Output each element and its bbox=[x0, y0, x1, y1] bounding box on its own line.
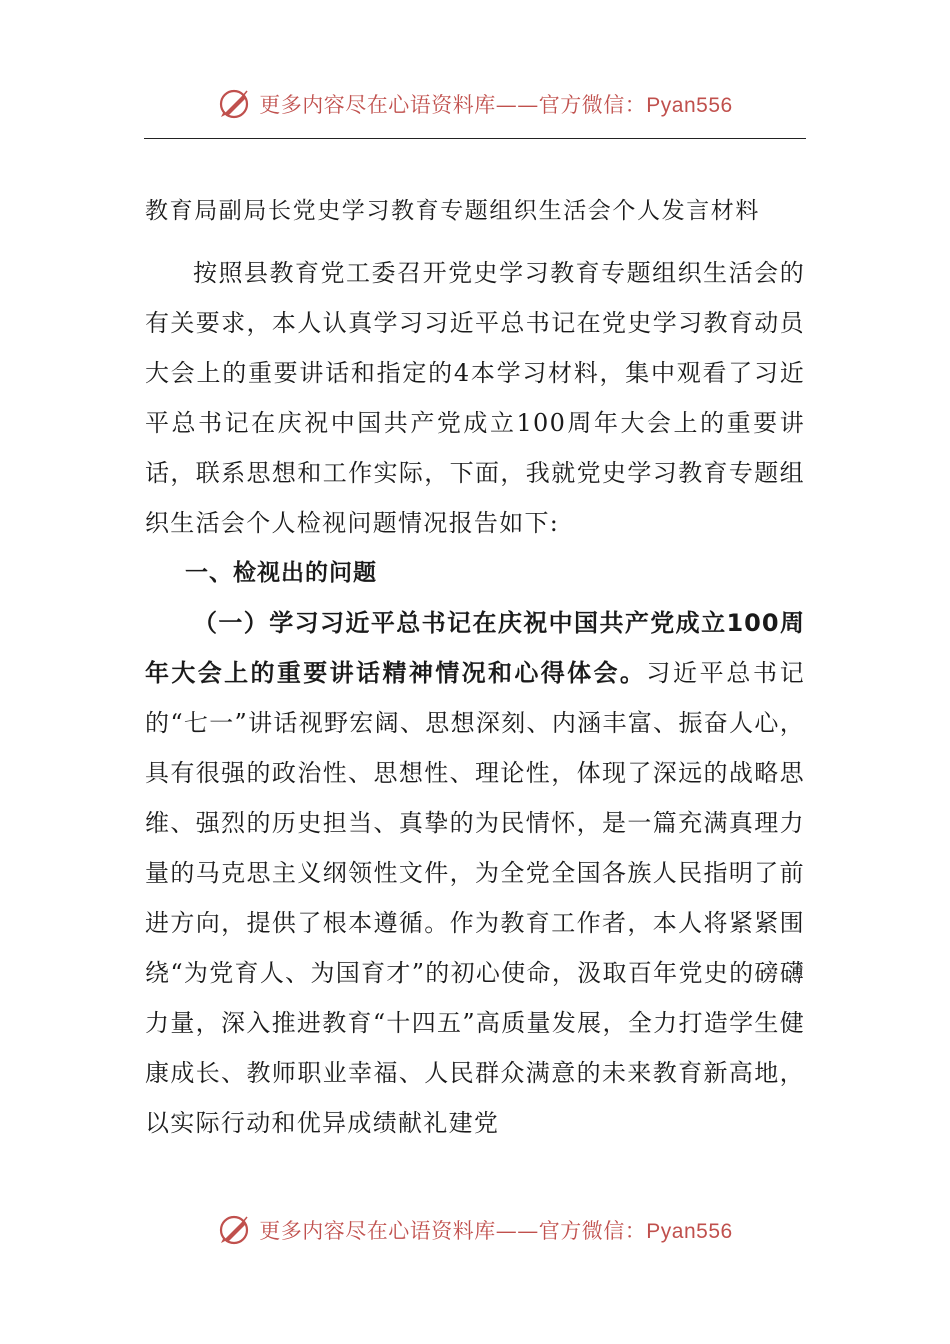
document-title: 教育局副局长党史学习教育专题组织生活会个人发言材料 bbox=[145, 198, 760, 224]
section-heading: 一、检视出的问题 bbox=[185, 560, 377, 586]
footer-watermark bbox=[0, 1210, 950, 1250]
intro-paragraph: 按照县教育党工委召开党史学习教育专题组织生活会的有关要求，本人认真学习习近平总书记在党史学习教育动员大会上的重要讲话和指定的4本学习材料，集中观看了习近平总书记在庆祝中国共产党成立100周年大会上的重要讲话，联系思想和工作实际，下面，我就党史学习教育专题组织生活会个人检视问题情况报告如下: bbox=[145, 259, 805, 537]
document-body bbox=[145, 186, 805, 1148]
subsection-heading: （一）学习习近平总书记在庆祝中国共产党成立100周年大会上的重要讲话精神情况和心得体会。 bbox=[145, 609, 805, 687]
quill-pen-logo-icon bbox=[217, 87, 251, 121]
watermark-separator: —— bbox=[495, 1219, 539, 1243]
watermark-wechat: 官方微信：Pyan556 bbox=[538, 94, 733, 117]
subsection-paragraph bbox=[145, 598, 805, 1148]
quill-pen-logo-icon bbox=[217, 1213, 251, 1247]
header-divider bbox=[144, 138, 806, 139]
watermark-brand: 更多内容尽在心语资料库 bbox=[259, 1219, 496, 1243]
watermark-wechat: 官方微信：Pyan556 bbox=[538, 1220, 733, 1243]
subsection-body: 习近平总书记的“七一”讲话视野宏阔、思想深刻、内涵丰富、振奋人心，具有很强的政治性、思想性、理论性，体现了深远的战略思维、强烈的历史担当、真挚的为民情怀，是一篇充满真理力量的马克思主义纲领性文件，为全党全国各族人民指明了前进方向，提供了根本遵循。作为教育工作者，本人将紧紧围绕“为党育人、为国育才”的初心使命，汲取百年党史的磅礴力量，深入推进教育“十四五”高质量发展，全力打造学生健康成长、教师职业幸福、人民群众满意的未来教育新高地，以实际行动和优异成绩献礼建党 bbox=[145, 659, 805, 1137]
watermark-brand: 更多内容尽在心语资料库 bbox=[259, 93, 496, 117]
header-watermark bbox=[0, 84, 950, 124]
watermark-separator: —— bbox=[495, 93, 539, 117]
